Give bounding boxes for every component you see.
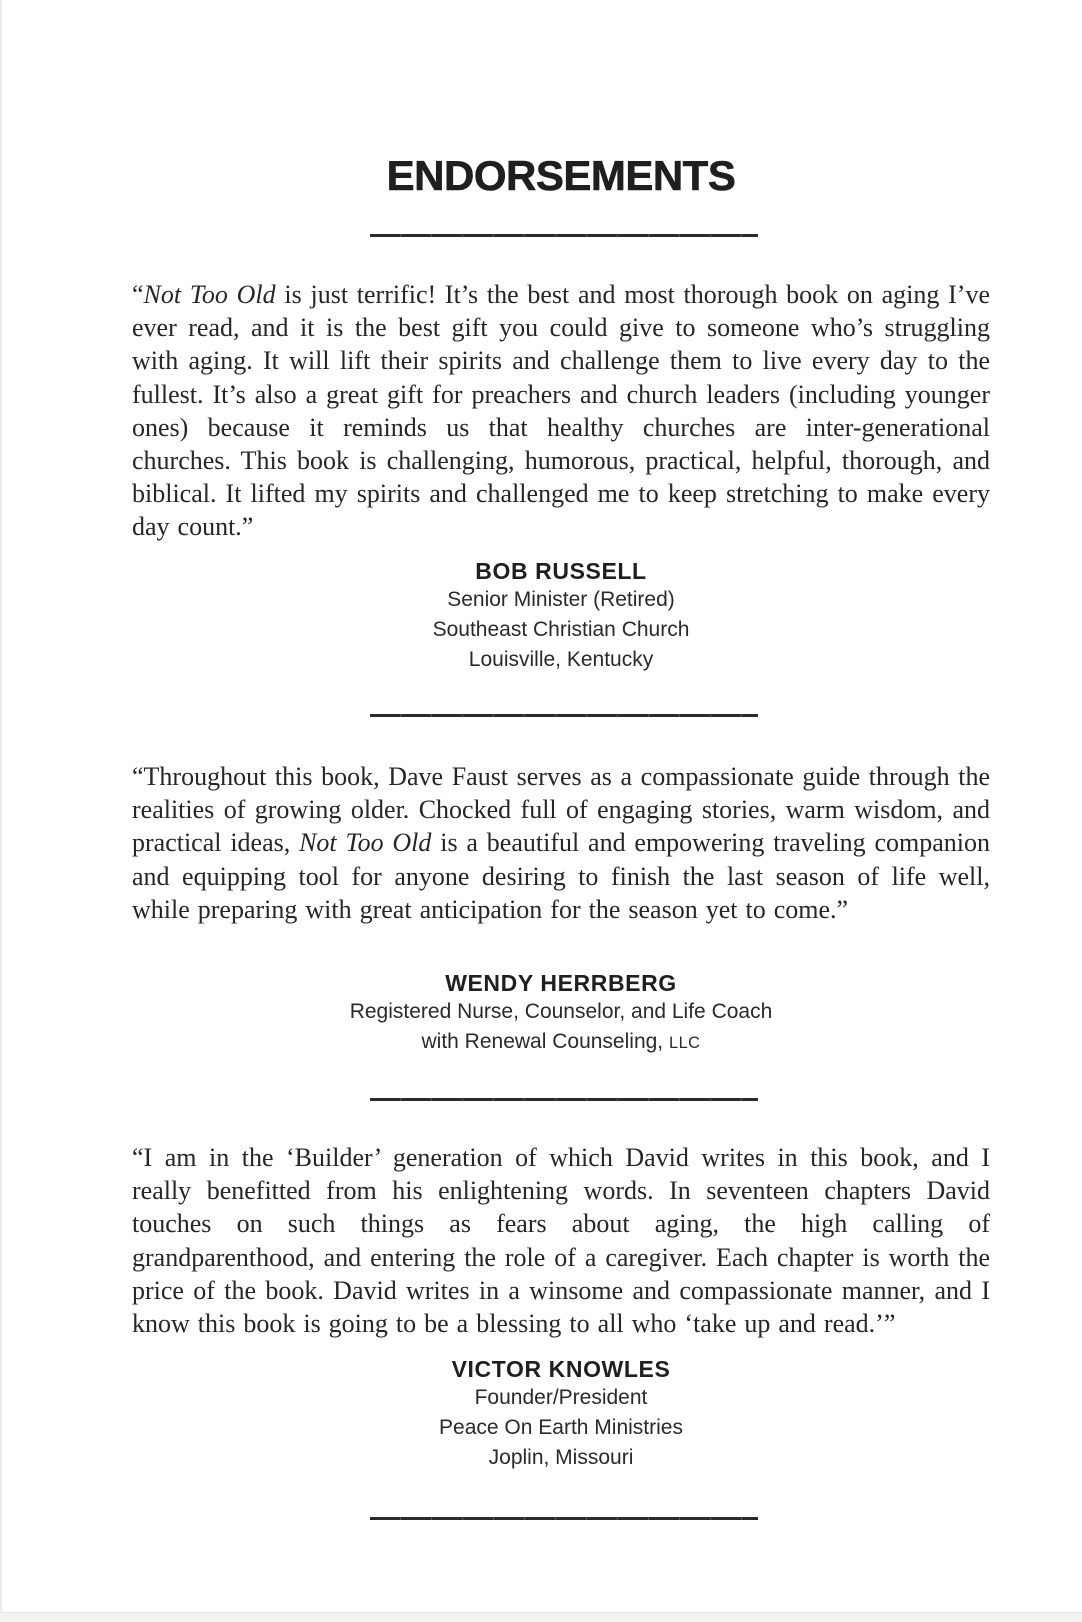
section-divider — [370, 1098, 758, 1101]
endorser-detail: Southeast Christian Church — [432, 618, 690, 641]
endorser-name: BOB RUSSELL — [475, 558, 647, 584]
endorser-detail: Senior Minister (Retired) — [447, 588, 675, 611]
endorser-detail: Registered Nurse, Counselor, and Life Coach — [349, 1000, 773, 1023]
endorsement-quote-1: “Not Too Old is just terrific! It’s the best and most thorough book on aging I’ve ever read, and it is the best gift you could give to someone who’s struggling with aging. It will lift their spirits and challenge them to live every day to the fullest. It’s also a great gift for preachers and church leaders (including younger ones) because it reminds us that healthy churches are inter-generational churches. This book is challenging, humorous, practical, helpful, thorough, and biblical. It lifted my spirits and challenged me to keep stretching to make every day count.” — [132, 280, 990, 542]
page-edge-left — [0, 0, 2, 1622]
endorsement-attribution-3 — [132, 1356, 990, 1473]
endorser-detail: Founder/President — [474, 1386, 648, 1409]
endorser-detail: Louisville, Kentucky — [468, 648, 654, 671]
section-divider — [370, 1517, 758, 1520]
endorser-detail: Peace On Earth Ministries — [439, 1416, 683, 1439]
page-title: ENDORSEMENTS — [386, 152, 736, 199]
endorsement-quote-3: “I am in the ‘Builder’ generation of which David writes in this book, and I really benefitted from his enlightening words. In seventeen chapters David touches on such things as fears about aging, the high calling of grandparenthood, and entering the role of a caregiver. Each chapter is worth the price of the book. David writes in a winsome and compassionate manner, and I know this book is going to be a blessing to all who ‘take up and read.’” — [132, 1143, 990, 1339]
endorser-detail: Joplin, Missouri — [488, 1446, 634, 1469]
endorsement-quote-2: “Throughout this book, Dave Faust serves as a compassionate guide through the realities of growing older. Chocked full of engaging stories, warm wisdom, and practical ideas, Not Too Old is a beautiful and empowering traveling companion and equipping tool for anyone desiring to finish the last season of life well, while preparing with great anticipation for the season yet to come.” — [132, 762, 990, 924]
endorser-name: VICTOR KNOWLES — [451, 1356, 671, 1382]
section-divider — [370, 234, 758, 237]
endorsement-attribution-2 — [132, 970, 990, 1058]
section-divider — [370, 714, 758, 717]
endorser-name: WENDY HERRBERG — [445, 970, 677, 996]
endorsement-attribution-1 — [132, 558, 990, 675]
endorser-detail: with Renewal Counseling, LLC — [421, 1030, 701, 1053]
page-edge-bottom — [0, 1612, 1082, 1622]
